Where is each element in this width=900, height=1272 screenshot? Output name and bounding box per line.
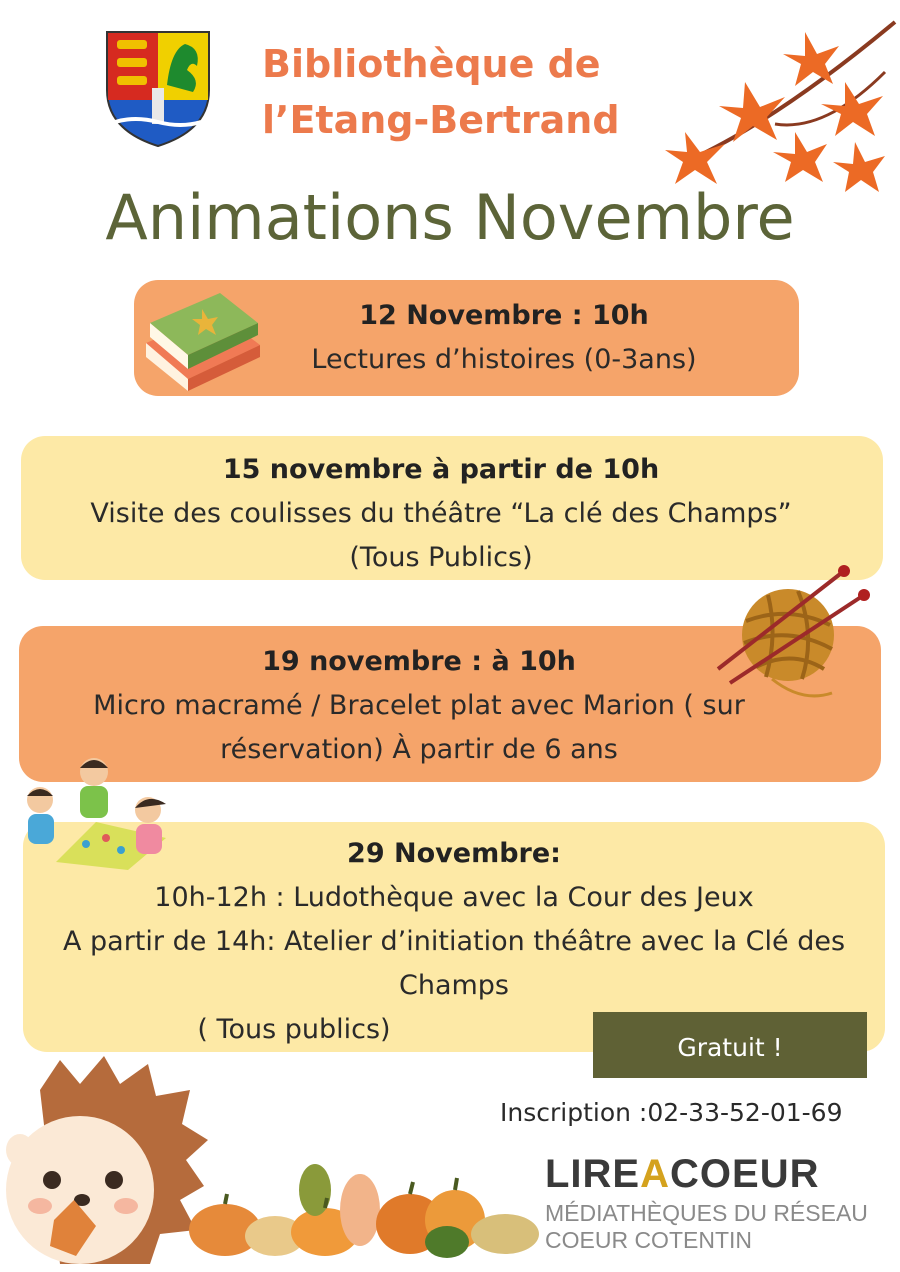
event-date: 19 novembre : à 10h [262, 646, 576, 677]
event-description: Visite des coulisses du théâtre “La clé des Champs” [90, 498, 792, 529]
event-audience: ( Tous publics) [197, 1014, 391, 1045]
logo-accent: A [640, 1152, 671, 1196]
logo-subtitle-line2: COEUR COTENTIN [545, 1227, 752, 1253]
logo-part1: LIRE [545, 1152, 641, 1196]
children-playing-icon [16, 752, 181, 872]
event-date: 29 Novembre: [347, 838, 561, 869]
logo-part2: COEUR [670, 1152, 820, 1196]
event-description: 10h-12h : Ludothèque avec la Cour des Jeux [154, 882, 754, 913]
logo-subtitle [545, 1200, 868, 1254]
event-description-cont: réservation) À partir de 6 ans [220, 734, 618, 765]
library-name-line2: l’Etang-Bertrand [262, 98, 620, 142]
event-card-2 [21, 436, 883, 580]
logo-subtitle-line1: MÉDIATHÈQUES DU RÉSEAU [545, 1200, 868, 1226]
event-date: 12 Novembre : 10h [359, 300, 649, 331]
hedgehog-icon [0, 1050, 210, 1272]
free-admission-badge: Gratuit ! [593, 1012, 867, 1078]
library-name-line1: Bibliothèque de [262, 42, 601, 86]
event-date: 15 novembre à partir de 10h [222, 454, 660, 485]
coat-of-arms-icon [105, 30, 211, 148]
event-description-cont: A partir de 14h: Atelier d’initiation théâtre avec la Clé des [62, 926, 846, 957]
lire-a-coeur-logo [545, 1152, 819, 1197]
library-name [262, 36, 662, 148]
event-description: Micro macramé / Bracelet plat avec Marion ( sur [93, 690, 745, 721]
autumn-leaves-icon [655, 12, 900, 202]
yarn-ball-icon [712, 565, 872, 705]
pumpkins-icon [185, 1150, 545, 1260]
books-icon [140, 283, 265, 395]
event-description: Lectures d’histoires (0-3ans) [311, 344, 697, 375]
registration-phone: Inscription :02-33-52-01-69 [500, 1098, 843, 1127]
page-headline: Animations Novembre [105, 181, 795, 254]
event-description-cont-2: Champs [398, 970, 510, 1001]
event-audience: (Tous Publics) [349, 542, 533, 573]
